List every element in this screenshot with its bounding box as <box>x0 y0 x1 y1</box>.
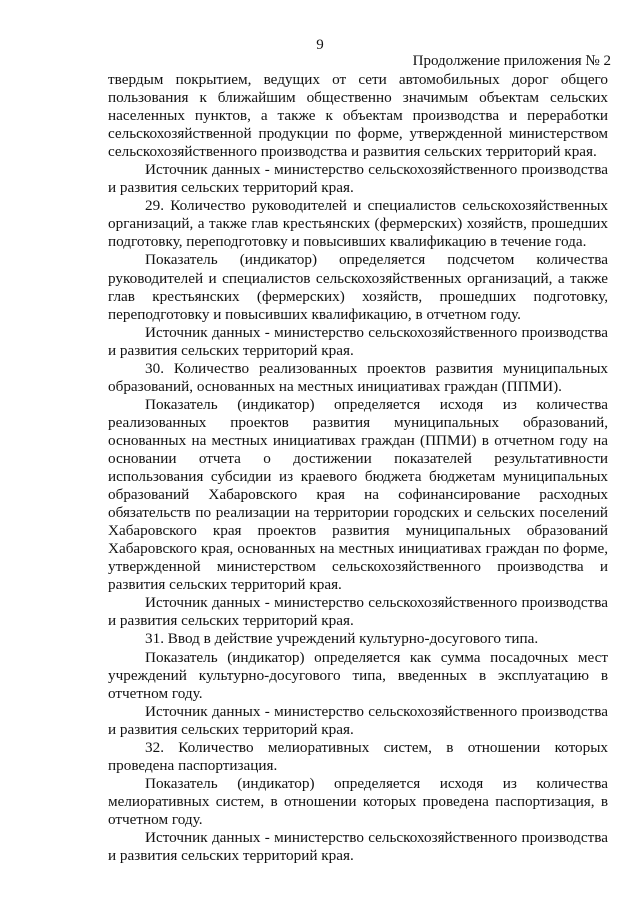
paragraph-indicator-method: Показатель (индикатор) определяется исходя из количества мелиоративных систем, в отношении которых проведена паспортизация, в отчетном году. <box>108 774 608 828</box>
paragraph-indicator-29: 29. Количество руководителей и специалистов сельскохозяйственных организаций, а также глав крестьянских (фермерских) хозяйств, прошедших подготовку, переподготовку и повысивших квалификацию в течение года. <box>108 197 608 251</box>
document-body <box>108 71 608 865</box>
paragraph-data-source: Источник данных - министерство сельскохозяйственного производства и развития сельских территорий края. <box>108 702 608 738</box>
paragraph-indicator-32: 32. Количество мелиоративных систем, в отношении которых проведена паспортизация. <box>108 738 608 774</box>
paragraph-continuation: твердым покрытием, ведущих от сети автомобильных дорог общего пользования к ближайшим общественно значимым объектам сельских населенных пунктов, а также к объектам производства и переработки сельскохозяйственной продукции по форме, утвержденной министерством сельскохозяйственного производства и развития сельских территорий края. <box>108 71 608 161</box>
appendix-continuation-note: Продолжение приложения № 2 <box>412 53 611 69</box>
paragraph-data-source: Источник данных - министерство сельскохозяйственного производства и развития сельских территорий края. <box>108 323 608 359</box>
paragraph-data-source: Источник данных - министерство сельскохозяйственного производства и развития сельских территорий края. <box>108 828 608 865</box>
paragraph-data-source: Источник данных - министерство сельскохозяйственного производства и развития сельских территорий края. <box>108 161 608 197</box>
paragraph-indicator-31: 31. Ввод в действие учреждений культурно-досугового типа. <box>145 630 539 648</box>
paragraph-indicator-method: Показатель (индикатор) определяется исходя из количества реализованных проектов развития муниципальных образований, основанных на местных инициативах граждан (ППМИ) в отчетном году на основании отчета о достижении показателей результативности использования субсидии из краевого бюджета бюджетам муниципальных образований Хабаровского края на софинансирование расходных обязательств по реализации на территории городских и сельских поселений Хабаровского края проектов развития муниципальных образований Хабаровского края, основанных на местных инициативах граждан по форме, утвержденной министерством сельскохозяйственного производства и развития сельских территорий края. <box>108 395 608 594</box>
paragraph-data-source: Источник данных - министерство сельскохозяйственного производства и развития сельских территорий края. <box>108 594 608 630</box>
paragraph-indicator-method: Показатель (индикатор) определяется подсчетом количества руководителей и специалистов сельскохозяйственных организаций, а также глав крестьянских (фермерских) хозяйств, прошедших подготовку, переподготовку и повысивших квалификацию, в отчетном году. <box>108 251 608 323</box>
paragraph-indicator-method: Показатель (индикатор) определяется как сумма посадочных мест учреждений культурно-досугового типа, введенных в эксплуатацию в отчетном году. <box>108 648 608 702</box>
paragraph-indicator-30: 30. Количество реализованных проектов развития муниципальных образований, основанных на местных инициативах граждан (ППМИ). <box>108 359 608 395</box>
page-number: 9 <box>316 37 324 53</box>
